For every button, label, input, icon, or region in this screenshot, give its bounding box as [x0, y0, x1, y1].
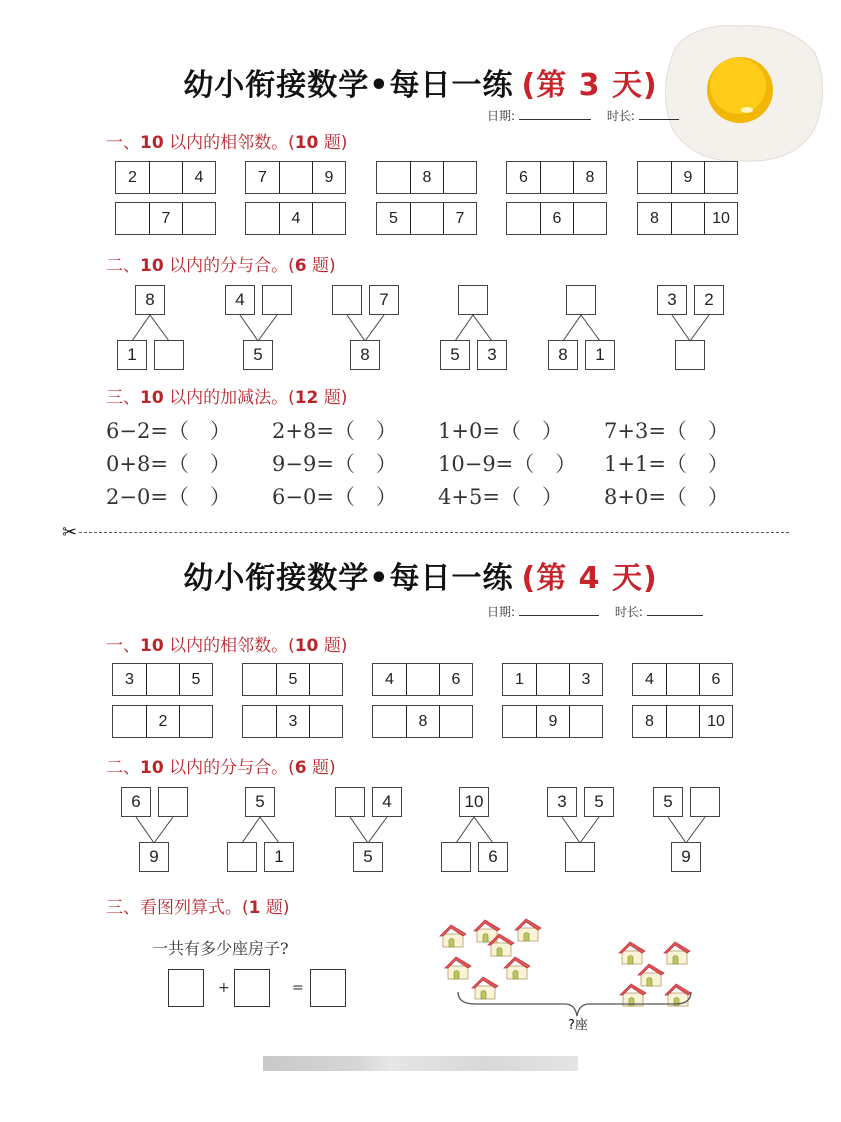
blank-cell[interactable]	[503, 706, 536, 737]
blank-cell[interactable]	[377, 162, 410, 193]
bond-lines	[327, 314, 407, 354]
number-cell: 6	[439, 664, 472, 695]
plus-sign: +	[218, 980, 230, 996]
equation[interactable]: 6−0=（ ）	[272, 485, 397, 509]
equation[interactable]: 1+1=（ ）	[604, 452, 729, 476]
bond-lines	[220, 314, 300, 354]
equation-row	[106, 481, 770, 511]
equation[interactable]: 0+8=（ ）	[106, 452, 231, 476]
equation-row	[106, 448, 770, 478]
bond-number: 1	[264, 842, 294, 872]
number-cell: 9	[671, 162, 704, 193]
number-cell: 6	[519, 168, 528, 186]
blank-cell[interactable]	[146, 664, 179, 695]
duration-label: 时长:	[606, 109, 635, 123]
number-cell: 3	[125, 670, 134, 688]
bond-number: 5	[440, 340, 470, 370]
bond-number: 5	[243, 340, 273, 370]
number-cell: 2	[146, 706, 179, 737]
bond-number: 3	[477, 340, 507, 370]
bond-number: 4	[225, 285, 255, 315]
number-triple	[112, 663, 213, 696]
bond-number: 1	[117, 340, 147, 370]
number-cell: 8	[650, 209, 659, 227]
bond-number: 6	[478, 842, 508, 872]
number-cell: 3	[276, 706, 309, 737]
bond-number: 10	[459, 787, 489, 817]
blank-cell[interactable]	[179, 706, 212, 737]
bond-number: 8	[135, 285, 165, 315]
bond-blank[interactable]	[335, 787, 365, 817]
equation[interactable]: 9−9=（ ）	[272, 452, 397, 476]
blank-cell[interactable]	[536, 664, 569, 695]
number-cell: 7	[258, 168, 267, 186]
bond-number: 1	[585, 340, 615, 370]
number-cell: 6	[699, 664, 732, 695]
blank-cell[interactable]	[373, 706, 406, 737]
number-cell: 7	[149, 203, 182, 234]
bond-lines	[648, 816, 728, 856]
number-triple	[632, 663, 733, 696]
bond-number: 2	[694, 285, 724, 315]
title-text: 幼小衔接数学•每日一练	[183, 561, 514, 596]
day3-section1-heading: 一、10 以内的相邻数。(10 题)	[106, 133, 348, 153]
house-icon	[438, 923, 468, 949]
number-cell: 8	[645, 712, 654, 730]
blank-cell[interactable]	[149, 162, 182, 193]
picture-question: 一共有多少座房子?	[152, 939, 289, 958]
blank-cell[interactable]	[704, 162, 737, 193]
day3-title	[0, 60, 841, 104]
equation[interactable]: 8+0=（ ）	[604, 485, 729, 509]
number-cell: 4	[385, 670, 394, 688]
bond-number: 5	[353, 842, 383, 872]
number-triple	[115, 161, 216, 194]
blank-cell[interactable]	[309, 664, 342, 695]
blank-cell[interactable]	[312, 203, 345, 234]
number-cell: 6	[540, 203, 573, 234]
bond-lines	[116, 816, 196, 856]
bond-blank[interactable]	[458, 285, 488, 315]
answer-box-1[interactable]	[168, 969, 204, 1007]
equation[interactable]: 6−2=（ ）	[106, 419, 231, 443]
number-cell: 8	[410, 162, 443, 193]
blank-cell[interactable]	[243, 706, 276, 737]
bond-lines	[542, 816, 622, 856]
day4-section1-heading: 一、10 以内的相邻数。(10 题)	[106, 636, 348, 656]
day4-section2-heading: 二、10 以内的分与合。(6 题)	[106, 758, 336, 778]
number-cell: 1	[515, 670, 524, 688]
house-icon	[513, 917, 543, 943]
blank-cell[interactable]	[569, 706, 602, 737]
bond-blank[interactable]	[262, 285, 292, 315]
blank-cell[interactable]	[507, 203, 540, 234]
number-cell: 4	[645, 670, 654, 688]
bond-blank[interactable]	[158, 787, 188, 817]
day4-section3-heading: 三、看图列算式。(1 题)	[106, 898, 290, 918]
number-triple	[637, 202, 738, 235]
bond-number: 3	[657, 285, 687, 315]
bond-blank[interactable]	[566, 285, 596, 315]
number-triple	[376, 161, 477, 194]
number-cell: 5	[276, 664, 309, 695]
answer-box-result[interactable]	[310, 969, 346, 1007]
title-text: 幼小衔接数学•每日一练	[183, 68, 514, 103]
date-label: 日期:	[487, 605, 516, 619]
number-triple	[372, 705, 473, 738]
number-cell: 10	[699, 706, 732, 737]
bond-lines	[222, 816, 302, 856]
blank-cell[interactable]	[406, 664, 439, 695]
number-cell: 10	[704, 203, 737, 234]
house-icon	[443, 955, 473, 981]
blank-cell[interactable]	[666, 664, 699, 695]
house-icon	[502, 955, 532, 981]
brace-label: ?座	[568, 1018, 588, 1033]
date-field[interactable]	[519, 110, 591, 120]
cut-line	[62, 522, 789, 543]
blank-cell[interactable]	[439, 706, 472, 737]
number-cell: 5	[389, 209, 398, 227]
equation[interactable]: 1+0=（ ）	[438, 419, 563, 443]
bond-number: 6	[121, 787, 151, 817]
bond-number: 5	[584, 787, 614, 817]
scissors-icon: ✂	[62, 522, 78, 543]
number-cell: 8	[406, 706, 439, 737]
blank-cell[interactable]	[243, 664, 276, 695]
number-cell: 7	[443, 203, 476, 234]
number-cell: 2	[128, 168, 137, 186]
answer-box-2[interactable]	[234, 969, 270, 1007]
number-triple	[112, 705, 213, 738]
blank-cell[interactable]	[246, 203, 279, 234]
bond-number: 8	[350, 340, 380, 370]
bond-lines	[330, 816, 410, 856]
bond-blank[interactable]	[690, 787, 720, 817]
number-cell: 9	[312, 162, 345, 193]
blank-cell[interactable]	[540, 162, 573, 193]
date-label: 日期:	[487, 109, 516, 123]
number-triple	[506, 202, 607, 235]
number-triple	[502, 663, 603, 696]
day-label: (第 3 天)	[521, 68, 658, 103]
blank-cell[interactable]	[443, 162, 476, 193]
number-triple	[502, 705, 603, 738]
equation-row	[106, 415, 770, 445]
blank-cell[interactable]	[573, 203, 606, 234]
day4-title	[0, 553, 841, 597]
duration-field[interactable]	[647, 606, 703, 616]
day-label: (第 4 天)	[521, 561, 658, 596]
duration-label: 时长:	[614, 605, 643, 619]
number-triple	[242, 705, 343, 738]
blank-cell[interactable]	[113, 706, 146, 737]
number-cell: 4	[182, 162, 215, 193]
number-cell: 4	[279, 203, 312, 234]
blurred-watermark	[263, 1056, 578, 1071]
number-cell: 9	[536, 706, 569, 737]
equals-sign: =	[292, 980, 304, 996]
blank-cell[interactable]	[279, 162, 312, 193]
duration-field[interactable]	[639, 110, 679, 120]
bond-number: 9	[671, 842, 701, 872]
bond-number: 9	[139, 842, 169, 872]
date-field[interactable]	[519, 606, 599, 616]
day4-meta	[487, 603, 703, 620]
number-cell: 8	[573, 162, 606, 193]
number-cell: 3	[569, 664, 602, 695]
bond-number: 8	[548, 340, 578, 370]
equation[interactable]: 4+5=（ ）	[438, 485, 563, 509]
bond-lines	[436, 816, 516, 856]
blank-cell[interactable]	[309, 706, 342, 737]
number-triple	[376, 202, 477, 235]
equation[interactable]: 2−0=（ ）	[106, 485, 231, 509]
number-triple	[372, 663, 473, 696]
bond-lines	[435, 314, 515, 354]
bond-number: 5	[245, 787, 275, 817]
number-triple	[506, 161, 607, 194]
blank-cell[interactable]	[638, 162, 671, 193]
bond-number: 5	[653, 787, 683, 817]
bond-number: 3	[547, 787, 577, 817]
equation[interactable]: 2+8=（ ）	[272, 419, 397, 443]
number-triple	[245, 202, 346, 235]
number-cell: 5	[179, 664, 212, 695]
day3-section2-heading: 二、10 以内的分与合。(6 题)	[106, 256, 336, 276]
bond-lines	[112, 314, 192, 354]
blank-cell[interactable]	[182, 203, 215, 234]
equation[interactable]: 10−9=（ ）	[438, 452, 577, 476]
blank-cell[interactable]	[671, 203, 704, 234]
bond-blank[interactable]	[332, 285, 362, 315]
bond-number: 7	[369, 285, 399, 315]
house-icon	[662, 940, 692, 966]
day3-section3-heading: 三、10 以内的加减法。(12 题)	[106, 388, 348, 408]
bond-lines	[652, 314, 732, 354]
equation[interactable]: 7+3=（ ）	[604, 419, 729, 443]
number-triple	[637, 161, 738, 194]
blank-cell[interactable]	[116, 203, 149, 234]
bond-lines	[543, 314, 623, 354]
blank-cell[interactable]	[410, 203, 443, 234]
bond-number: 4	[372, 787, 402, 817]
number-triple	[632, 705, 733, 738]
blank-cell[interactable]	[666, 706, 699, 737]
number-triple	[242, 663, 343, 696]
number-triple	[115, 202, 216, 235]
day3-meta	[487, 107, 679, 124]
dashed-divider	[79, 532, 789, 533]
number-triple	[245, 161, 346, 194]
